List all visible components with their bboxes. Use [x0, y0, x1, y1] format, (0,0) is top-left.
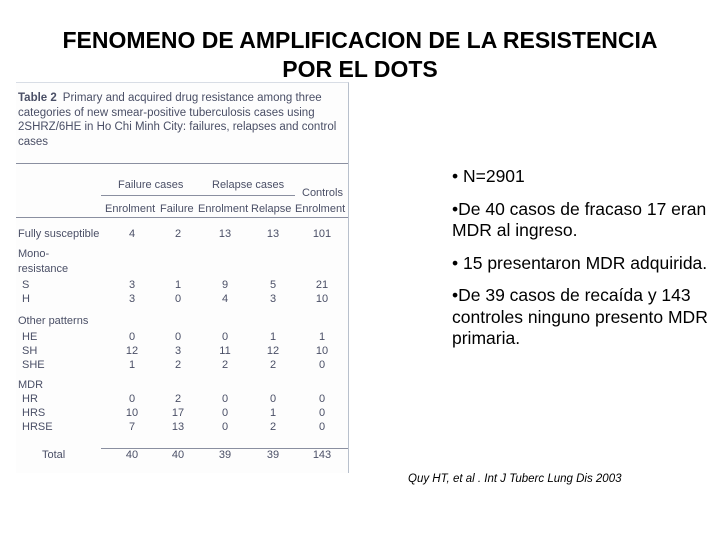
table-cell: 0 — [318, 359, 326, 371]
table-cell: 12 — [125, 345, 139, 357]
table-cell: 3 — [269, 293, 277, 305]
row-label: HRS — [22, 407, 46, 419]
bullet-list — [452, 166, 714, 361]
caption-line-3: 2SHRZ/6HE in Ho Chi Minh City: failures, relapses and control — [18, 121, 337, 133]
row-label: SHE — [22, 359, 45, 371]
table-cell: 2 — [221, 359, 229, 371]
slide-title — [0, 26, 720, 84]
caption-line-1: Primary and acquired drug resistance among three — [62, 92, 322, 104]
table-cell: 0 — [174, 293, 182, 305]
table-cell: 21 — [315, 279, 329, 291]
table-cell: 9 — [221, 279, 229, 291]
table-cell: 3 — [174, 345, 182, 357]
table-cell: 13 — [218, 228, 232, 240]
table-cell: 39 — [266, 449, 280, 461]
table-cell: 13 — [171, 421, 185, 433]
row-label: SH — [22, 345, 38, 357]
col-header-enrolment-3: Enrolment — [295, 203, 346, 215]
table-cell: 12 — [266, 345, 280, 357]
table-cell: 0 — [221, 393, 229, 405]
col-header-enrolment-1: Enrolment — [105, 203, 156, 215]
row-label: Fully susceptible — [18, 228, 100, 240]
row-label: resistance — [18, 263, 69, 275]
table-cell: 1 — [174, 279, 182, 291]
row-label: MDR — [18, 379, 44, 391]
col-header-relapse: Relapse — [251, 203, 292, 215]
row-label: Total — [42, 449, 66, 461]
table-cell: 10 — [315, 293, 329, 305]
citation: Quy HT, et al . Int J Tuberc Lung Dis 2003 — [408, 473, 622, 485]
table-cell: 1 — [269, 331, 277, 343]
table-cell: 3 — [128, 293, 136, 305]
table-cell: 0 — [269, 393, 277, 405]
table-cell: 40 — [125, 449, 139, 461]
table-cell: 7 — [128, 421, 136, 433]
table-caption — [18, 91, 344, 149]
table-label: Table 2 — [18, 92, 57, 104]
caption-line-2: categories of new smear-positive tuberculosis cases using — [18, 106, 315, 119]
table-cell: 2 — [269, 421, 277, 433]
table-cell: 1 — [269, 407, 277, 419]
table-cell: 10 — [125, 407, 139, 419]
table-cell: 17 — [171, 407, 185, 419]
table-cell: 1 — [128, 359, 136, 371]
table-cell: 40 — [171, 449, 185, 461]
table-cell: 4 — [128, 228, 136, 240]
row-label: HE — [22, 331, 38, 343]
row-label: S — [22, 279, 30, 291]
header-relapse-cases: Relapse cases — [212, 179, 285, 191]
title-line-2: POR EL DOTS — [282, 56, 438, 82]
header-group-rule — [101, 195, 295, 196]
table-image — [16, 82, 349, 473]
table-cell: 0 — [128, 393, 136, 405]
bullet-failure-mdr: •De 40 casos de fracaso 17 eran MDR al ingreso. — [452, 198, 707, 240]
table-cell: 13 — [266, 228, 280, 240]
row-label: HR — [22, 393, 38, 405]
table-cell: 0 — [318, 407, 326, 419]
table-top-rule — [16, 163, 348, 164]
table-cell: 4 — [221, 293, 229, 305]
table-cell: 2 — [174, 393, 182, 405]
table-cell: 11 — [219, 345, 231, 357]
table-cell: 0 — [221, 331, 229, 343]
table-cell: 10 — [315, 345, 329, 357]
caption-line-4: cases — [18, 135, 49, 148]
table-cell: 0 — [221, 421, 229, 433]
col-header-failure: Failure — [160, 203, 194, 215]
title-line-1: FENOMENO DE AMPLIFICACION DE LA RESISTENCIA — [62, 27, 658, 53]
table-cell: 2 — [174, 228, 182, 240]
row-label: Other patterns — [18, 315, 89, 327]
header-bottom-rule — [16, 217, 348, 218]
header-failure-cases: Failure cases — [118, 179, 184, 191]
table-cell: 0 — [318, 393, 326, 405]
row-label: H — [22, 293, 30, 305]
table-cell: 2 — [269, 359, 277, 371]
table-cell: 0 — [174, 331, 182, 343]
table-cell: 0 — [318, 421, 326, 433]
table-cell: 5 — [269, 279, 277, 291]
col-header-enrolment-2: Enrolment — [198, 203, 249, 215]
table-cell: 0 — [128, 331, 136, 343]
row-label: Mono- — [18, 248, 50, 260]
table-cell: 101 — [312, 228, 332, 240]
table-cell: 143 — [312, 449, 332, 461]
bullet-n-total: • N=2901 — [452, 166, 525, 186]
bullet-relapse-controls: •De 39 casos de recaída y 143 controles ninguno presento MDR primaria. — [452, 285, 708, 348]
total-rule — [101, 448, 348, 449]
table-cell: 39 — [218, 449, 232, 461]
table-cell: 1 — [318, 331, 326, 343]
bullet-acquired-mdr: • 15 presentaron MDR adquirida. — [452, 252, 708, 273]
table-cell: 3 — [128, 279, 136, 291]
table-cell: 0 — [221, 407, 229, 419]
row-label: HRSE — [22, 421, 53, 433]
header-controls: Controls — [302, 187, 343, 199]
table-cell: 2 — [174, 359, 182, 371]
